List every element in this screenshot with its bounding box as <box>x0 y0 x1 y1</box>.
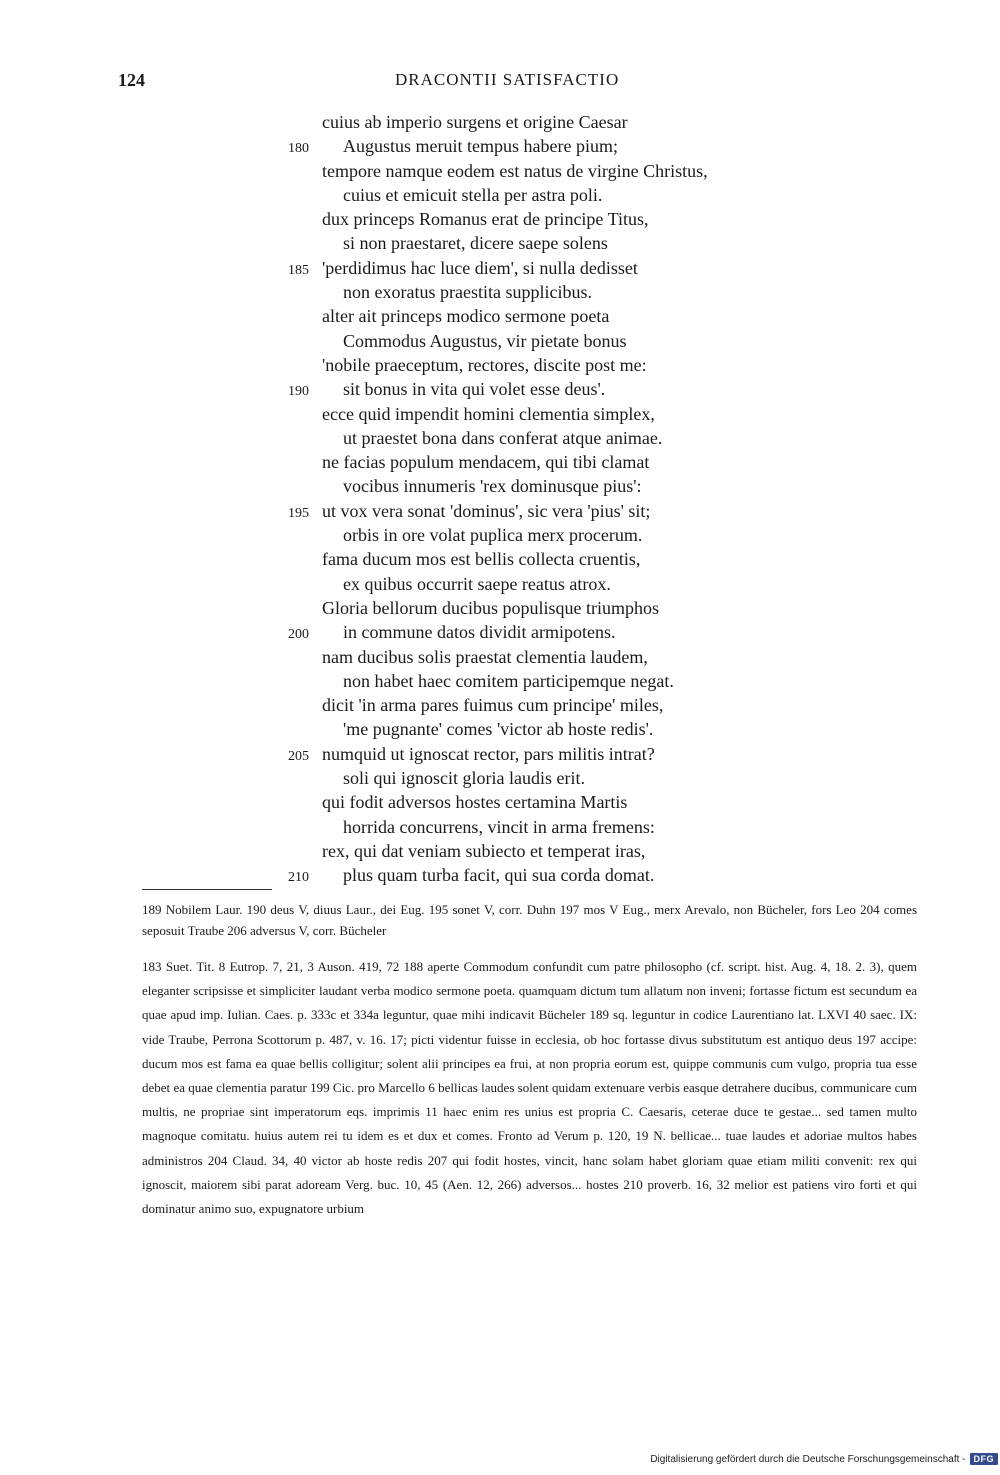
verse-text: vocibus innumeris 'rex dominusque pius': <box>343 476 642 497</box>
verse-line <box>0 645 1000 669</box>
verse-text: ex quibus occurrit saepe reatus atrox. <box>343 573 611 594</box>
verse-text: ecce quid impendit homini clementia simplex, <box>322 403 655 424</box>
footer-text: Digitalisierung gefördert durch die Deutsche Forschungsgemeinschaft - <box>650 1453 966 1465</box>
verse-line <box>0 474 1000 498</box>
verse-line <box>0 280 1000 304</box>
verse-line <box>0 572 1000 596</box>
verse-text: Gloria bellorum ducibus populisque triumphos <box>322 597 659 618</box>
verse-text: sit bonus in vita qui volet esse deus'. <box>343 379 606 400</box>
verse-line <box>0 304 1000 328</box>
verse-text: cuius ab imperio surgens et origine Caesar <box>322 112 628 132</box>
verse-line <box>0 596 1000 620</box>
verse-text: Augustus meruit tempus habere pium; <box>343 136 618 157</box>
apparatus-criticus <box>142 899 917 941</box>
apparatus-text: 189 Nobilem Laur. 190 deus V, diuus Laur., dei Eug. 195 sonet V, corr. Duhn 197 mos V Eug., merx Arevalo, non Bücheler, fors Leo 204 comes seposuit Traube 206 adversus V, corr. Bücheler <box>142 902 917 938</box>
line-number: 210 <box>288 870 309 886</box>
verse-text: non exoratus praestita supplicibus. <box>343 282 592 303</box>
verse-text: tempore namque eodem est natus de virgine Christus, <box>322 160 708 181</box>
line-number: 195 <box>288 505 309 521</box>
verse-line <box>0 402 1000 426</box>
verse-line <box>0 839 1000 863</box>
verse-text: cuius et emicuit stella per astra poli. <box>343 184 603 205</box>
verse-text: non habet haec comitem participemque negat. <box>343 670 674 691</box>
verse-line <box>0 717 1000 741</box>
digitization-footer <box>650 1453 998 1465</box>
verse-text: 'perdidimus hac luce diem', si nulla dedisset <box>322 257 638 278</box>
verse-line <box>0 742 1000 766</box>
verse-text: plus quam turba facit, qui sua corda domat. <box>343 865 655 886</box>
line-number: 185 <box>288 262 309 278</box>
line-number: 190 <box>288 384 309 400</box>
verse-text: soli qui ignoscit gloria laudis erit. <box>343 768 585 789</box>
line-number: 205 <box>288 748 309 764</box>
verse-line <box>0 815 1000 839</box>
verse-text: numquid ut ignoscat rector, pars militis intrat? <box>322 743 655 764</box>
line-number: 180 <box>288 141 309 157</box>
verse-text: Commodus Augustus, vir pietate bonus <box>343 330 627 351</box>
verse-line <box>0 766 1000 790</box>
verse-line <box>0 523 1000 547</box>
verse-line <box>0 329 1000 353</box>
verse-text: ut vox vera sonat 'dominus', sic vera 'pius' sit; <box>322 500 651 521</box>
verse-text: nam ducibus solis praestat clementia laudem, <box>322 646 648 667</box>
footnote-divider <box>142 889 272 890</box>
verse-text: orbis in ore volat puplica merx procerum. <box>343 525 643 546</box>
verse-line <box>0 426 1000 450</box>
dfg-logo-icon: DFG <box>970 1453 999 1465</box>
verse-text: in commune datos dividit armipotens. <box>343 622 616 643</box>
verse-text: rex, qui dat veniam subiecto et temperat iras, <box>322 840 646 861</box>
verse-line <box>0 693 1000 717</box>
verse-text: qui fodit adversos hostes certamina Martis <box>322 792 628 813</box>
verse-text: fama ducum mos est bellis collecta cruentis, <box>322 549 641 570</box>
poem-text <box>0 110 1000 888</box>
commentary-text: 183 Suet. Tit. 8 Eutrop. 7, 21, 3 Auson. 419, 72 188 aperte Commodum confundit cum patre philosopho (cf. script. hist. Aug. 4, 18. 2. 3), quem eleganter scripsisse et simpliciter laudant verba modico sermone poeta. quamquam dictum tum allatum non inveni; fortasse fictum est secundum ea quae apud imp. Iulian. Caes. p. 333c et 334a leguntur, quae mihi indicavit Bücheler 189 sq. leguntur in codice Laurentiano lat. LXVI 40 saec. IX: vide Traube, Perrona Scottorum p. 487, v. 16. 17; picti videntur fuisse in ecclesia, ob hoc fortasse divus substitutum est antiquo deus 197 accipe: ducum mos est fama ea quae bellis colligitur; solent alii principes ea frui, at non propria eorum est, quippe communis cum vulgo, propria tua esse debet ea quae clementia paratur 199 Cic. pro Marcello 6 bellicas laudes solent quidam extenuare verbis easque detrahere ducibus, communicare cum multis, ne propriae sint imperatorum eqs. imprimis 11 haec enim res unius est propria C. Caesaris, ceterae duce te gestae... sed tamen multo magnoque comitatu. huius autem rei tu idem es et dux et comes. Fronto ad Verum p. 120, 19 N. bellicae... tuae laudes et adoriae multos habes administros 204 Claud. 34, 40 victor ab hoste redis 207 qui fodit hostes, vincit, hanc solam habet gloriam quae etiam militi convenit: rex qui ignoscit, maiorem sibi parat adoream Verg. buc. 10, 45 (Aen. 12, 266) adversos... hostes 210 proverb. 16, 32 melior est patiens viro forti et qui dominatur animo suo, expugnatore urbium <box>142 959 917 1217</box>
verse-line <box>0 620 1000 644</box>
verse-text: dux princeps Romanus erat de principe Titus, <box>322 209 649 230</box>
verse-line <box>0 207 1000 231</box>
verse-text: dicit 'in arma pares fuimus cum principe' miles, <box>322 695 664 716</box>
commentary <box>142 955 917 1221</box>
verse-line <box>0 499 1000 523</box>
verse-line <box>0 256 1000 280</box>
verse-text: alter ait princeps modico sermone poeta <box>322 306 610 327</box>
verse-text: ne facias populum mendacem, qui tibi clamat <box>322 452 650 473</box>
verse-text: horrida concurrens, vincit in arma fremens: <box>343 816 655 837</box>
verse-text: ut praestet bona dans conferat atque animae. <box>343 427 663 448</box>
verse-line <box>0 159 1000 183</box>
verse-line <box>0 669 1000 693</box>
verse-line <box>0 134 1000 158</box>
verse-line <box>0 450 1000 474</box>
verse-text: si non praestaret, dicere saepe solens <box>343 233 608 254</box>
verse-line <box>0 863 1000 887</box>
verse-line <box>0 547 1000 571</box>
verse-text: 'nobile praeceptum, rectores, discite post me: <box>322 354 647 375</box>
verse-line <box>0 110 1000 134</box>
verse-line <box>0 353 1000 377</box>
running-head: DRACONTII SATISFACTIO <box>395 70 620 89</box>
verse-line <box>0 231 1000 255</box>
verse-line <box>0 183 1000 207</box>
verse-line <box>0 377 1000 401</box>
page-number: 124 <box>118 70 145 90</box>
verse-line <box>0 790 1000 814</box>
line-number: 200 <box>288 627 309 643</box>
verse-text: 'me pugnante' comes 'victor ab hoste redis'. <box>343 719 654 740</box>
